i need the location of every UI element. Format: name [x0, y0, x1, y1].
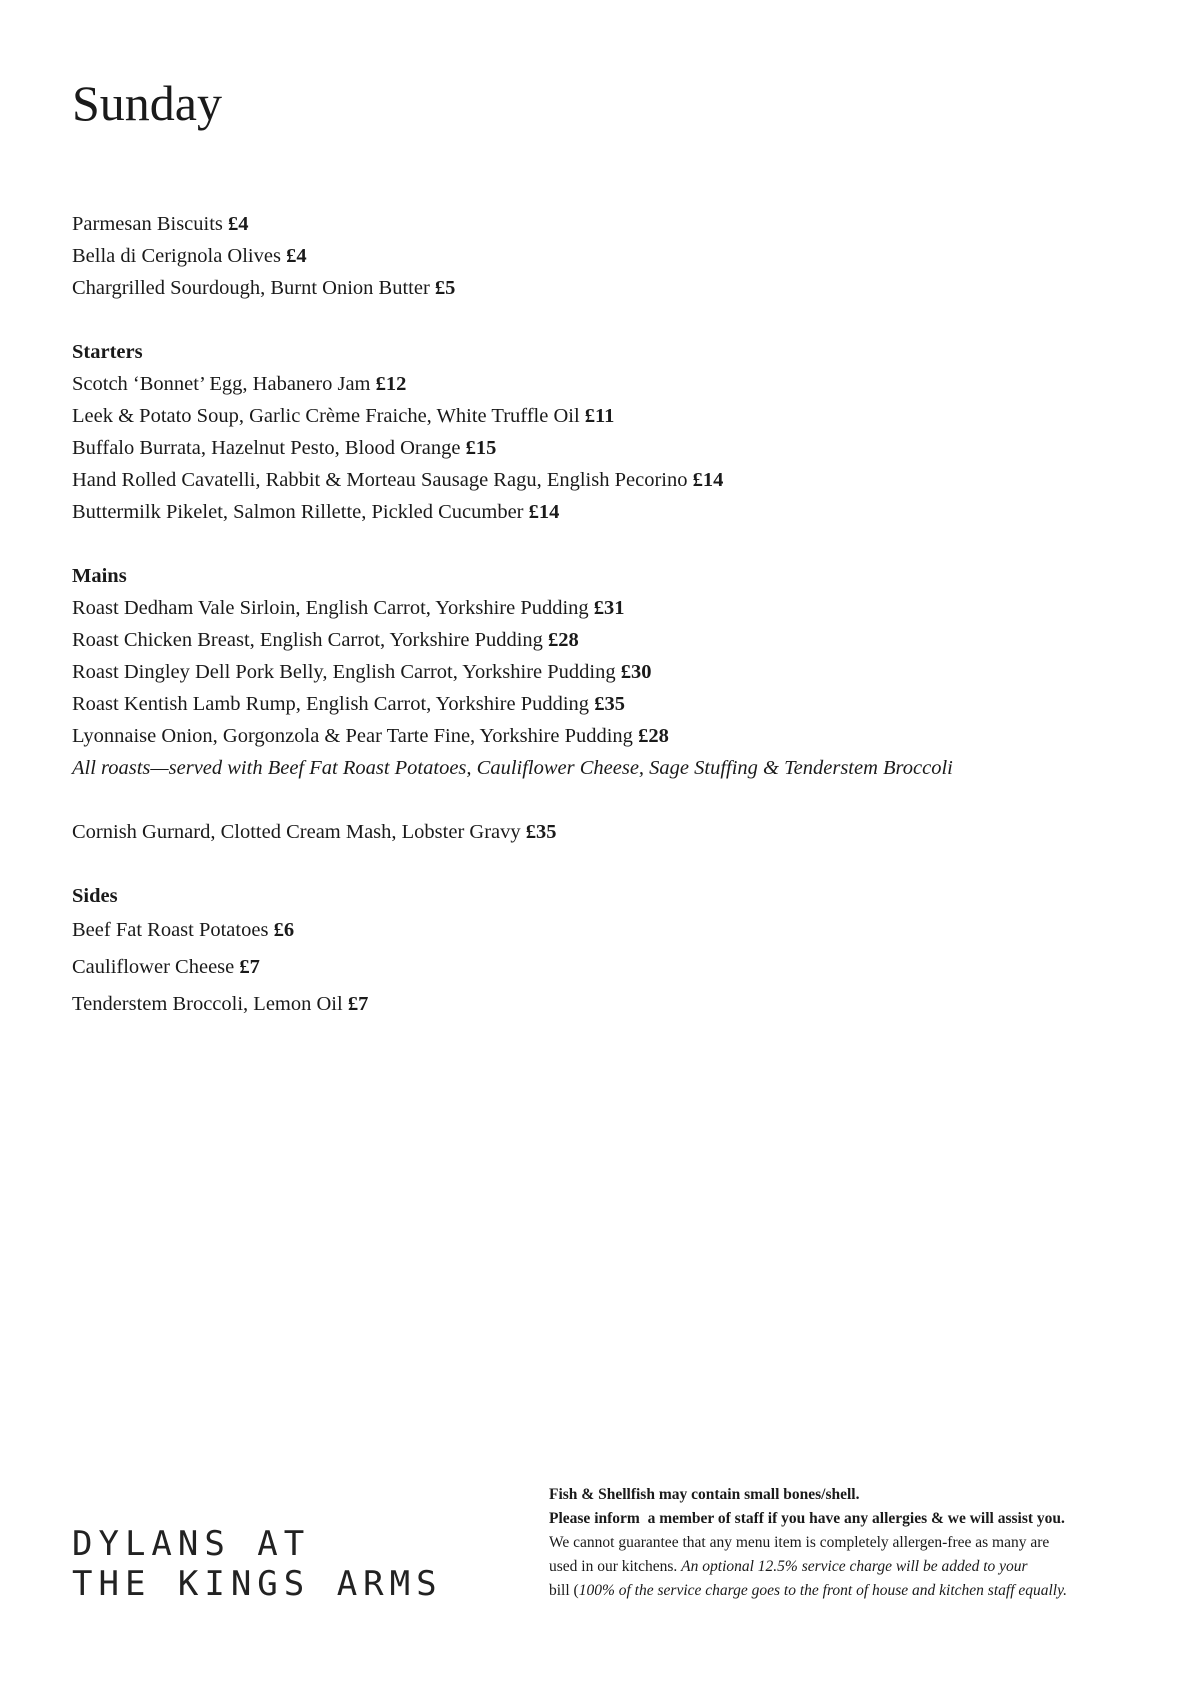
item-name: Cauliflower Cheese	[72, 956, 235, 978]
item-name: Scotch ‘Bonnet’ Egg, Habanero Jam	[72, 373, 371, 395]
item-price: £31	[593, 597, 625, 619]
menu-item	[72, 688, 1112, 720]
section-heading: Sides	[72, 885, 118, 907]
item-price: £11	[584, 405, 615, 427]
info-line: Fish & Shellfish may contain small bones/shell.	[549, 1486, 860, 1503]
info-line	[549, 1579, 1129, 1603]
roasts-note: All roasts—served with Beef Fat Roast Potatoes, Cauliflower Cheese, Sage Stuffing & Tenderstem Broccoli	[72, 757, 953, 779]
item-price: £35	[525, 821, 557, 843]
item-price: £28	[638, 725, 669, 747]
section-heading: Starters	[72, 341, 143, 363]
service-charge-text: 100% of the service charge goes to the front of house and kitchen staff equally.	[578, 1582, 1068, 1599]
brand-logo	[72, 1524, 443, 1604]
item-price: £4	[228, 213, 249, 235]
item-name: Roast Dedham Vale Sirloin, English Carrot, Yorkshire Pudding	[72, 597, 589, 619]
menu-item	[72, 496, 1112, 528]
menu-item	[72, 624, 1112, 656]
menu-item	[72, 208, 1112, 240]
menu-item	[72, 272, 1112, 304]
item-price: £7	[347, 993, 369, 1015]
item-price: £4	[286, 245, 307, 267]
menu-item	[72, 432, 1112, 464]
mains-section	[72, 560, 1112, 848]
menu-item	[72, 816, 1112, 848]
item-price: £15	[465, 437, 497, 459]
item-price: £28	[548, 629, 579, 651]
menu-item	[72, 368, 1112, 400]
menu-item	[72, 592, 1112, 624]
item-price: £5	[434, 277, 456, 299]
item-name: Cornish Gurnard, Clotted Cream Mash, Lobster Gravy	[72, 821, 521, 843]
item-price: £6	[273, 919, 295, 941]
item-price: £14	[692, 469, 724, 491]
allergen-info	[549, 1483, 1129, 1603]
menu-item	[72, 464, 1112, 496]
item-price: £30	[620, 661, 652, 683]
info-text: used in our kitchens.	[549, 1558, 682, 1575]
item-name: Buffalo Burrata, Hazelnut Pesto, Blood Orange	[72, 437, 461, 459]
info-text: bill (	[549, 1582, 579, 1599]
menu-item	[72, 400, 1112, 432]
item-name: Lyonnaise Onion, Gorgonzola & Pear Tarte Fine, Yorkshire Pudding	[72, 725, 633, 747]
item-name: Chargrilled Sourdough, Burnt Onion Butter	[72, 277, 430, 299]
starters-section	[72, 336, 1112, 528]
item-name: Tenderstem Broccoli, Lemon Oil	[72, 993, 343, 1015]
page-title: Sunday	[72, 75, 222, 131]
item-name: Roast Kentish Lamb Rump, English Carrot, Yorkshire Pudding	[72, 693, 590, 715]
menu-item	[72, 986, 1112, 1023]
item-name: Bella di Cerignola Olives	[72, 245, 281, 267]
item-name: Parmesan Biscuits	[72, 213, 223, 235]
item-name: Buttermilk Pikelet, Salmon Rillette, Pickled Cucumber	[72, 501, 524, 523]
info-line	[549, 1555, 1129, 1579]
item-name: Leek & Potato Soup, Garlic Crème Fraiche, White Truffle Oil	[72, 405, 580, 427]
menu-item	[72, 949, 1112, 986]
item-price: £14	[528, 501, 560, 523]
item-name: Hand Rolled Cavatelli, Rabbit & Morteau Sausage Ragu, English Pecorino	[72, 469, 688, 491]
item-name: Roast Dingley Dell Pork Belly, English Carrot, Yorkshire Pudding	[72, 661, 616, 683]
menu	[72, 208, 1112, 1023]
menu-item	[72, 656, 1112, 688]
info-line: We cannot guarantee that any menu item is completely allergen-free as many are	[549, 1534, 1050, 1551]
item-price: £35	[594, 693, 625, 715]
snacks-section	[72, 208, 1112, 304]
service-charge-text: An optional 12.5% service charge will be added to your	[681, 1558, 1028, 1575]
item-name: Roast Chicken Breast, English Carrot, Yorkshire Pudding	[72, 629, 543, 651]
brand-line-1: DYLANS AT	[72, 1524, 311, 1564]
brand-line-2: THE KINGS ARMS	[72, 1564, 443, 1604]
item-name: Beef Fat Roast Potatoes	[72, 919, 269, 941]
menu-item	[72, 240, 1112, 272]
item-price: £12	[375, 373, 407, 395]
item-price: £7	[239, 956, 260, 978]
section-heading: Mains	[72, 565, 127, 587]
info-line: Please inform a member of staff if you have any allergies & we will assist you.	[549, 1510, 1065, 1527]
sides-section	[72, 880, 1112, 1023]
menu-item	[72, 720, 1112, 752]
menu-item	[72, 912, 1112, 949]
